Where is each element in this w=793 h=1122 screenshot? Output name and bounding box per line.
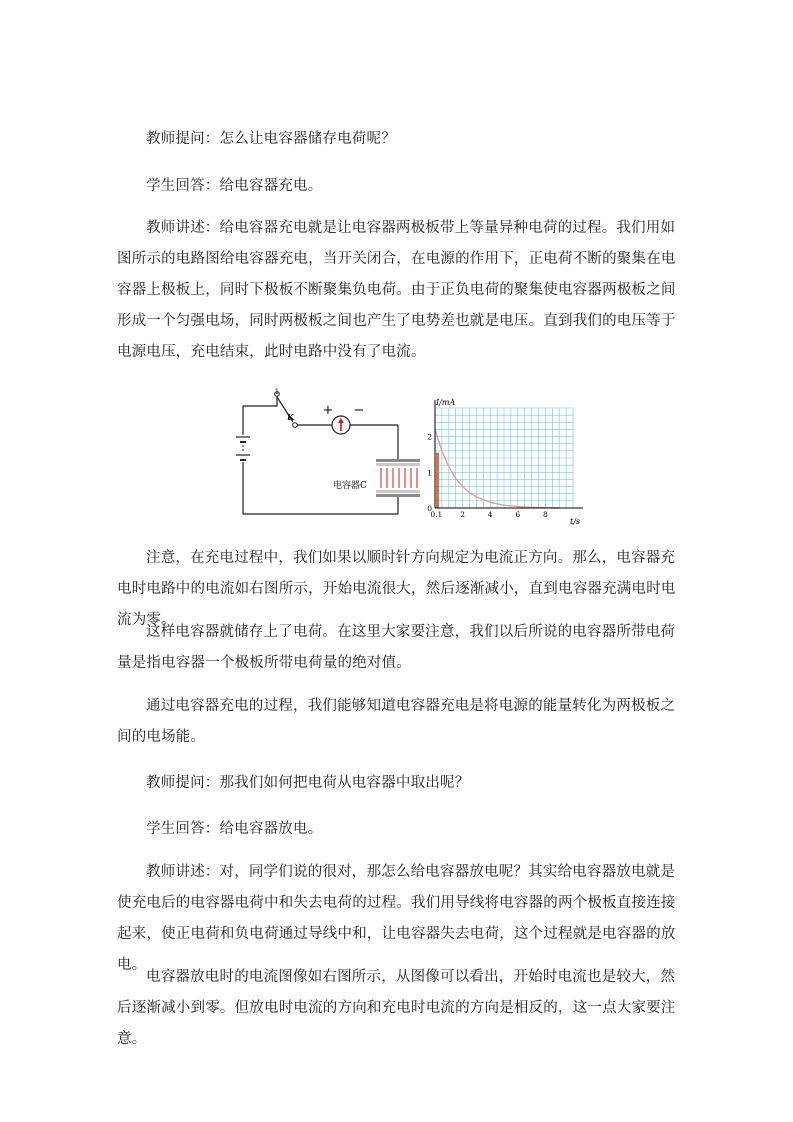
switch-contact-label: 1 — [274, 388, 280, 396]
paragraph-teacher-question-2: 教师提问：那我们如何把电荷从电容器中取出呢？ — [146, 775, 470, 791]
x-tick-label: 8 — [543, 510, 548, 519]
paragraph-teacher-question-1: 教师提问：怎么让电容器储存电荷呢？ — [146, 131, 396, 147]
capacitor-icon — [376, 459, 420, 497]
plus-sign: + — [322, 403, 334, 418]
y-axis-label: I/mA — [436, 398, 456, 407]
x-tick-label: 2 — [460, 510, 465, 519]
paragraph-student-answer-1: 学生回答：给电容器充电。 — [146, 178, 323, 194]
minus-sign: − — [353, 403, 365, 418]
initial-current-bar — [436, 453, 439, 508]
paragraph-stored-charge: 这样电容器就储存上了电荷。在这里大家要注意，我们以后所说的电容器所带电荷量是指电容器一个极板所带电荷量的绝对值。 — [117, 624, 676, 671]
current-time-graph — [423, 396, 593, 526]
paragraph-teacher-explanation-1: 教师讲述：给电容器充电就是让电容器两极板带上等量异种电荷的过程。我们用如图所示的电路图给电容器充电，当开关闭合，在电源的作用下，正电荷不断的聚集在电容器上极板上，同时下极板不断聚集负电荷。由于正负电荷的聚集使电容器两极板之间形成一个匀强电场，同时两极板之间也产生了电势差也就是电压。直到我们的电压等于电源电压，充电结束，此时电路中没有了电流。 — [117, 220, 676, 360]
paragraph-student-answer-2: 学生回答：给电容器放电。 — [146, 821, 323, 837]
y-tick-label: 0 — [427, 504, 432, 513]
charging-figure — [235, 388, 595, 528]
paragraph-note-current-direction: 注意，在充电过程中，我们如果以顺时针方向规定为电流正方向。那么，电容器充电时电路中的电流如右图所示，开始电流很大，然后逐渐减小，直到电容器充满电时电流为零。 — [117, 550, 676, 628]
paragraph-teacher-explanation-2: 教师讲述：对，同学们说的很对，那怎么给电容器放电呢？其实给电容器放电就是使充电后的电容器电荷中和失去电荷的过程。我们用导线将电容器的两个极板直接连接起来，使正电荷和负电荷通过导线中和，让电容器失去电荷，这个过程就是电容器的放电。 — [117, 864, 676, 973]
paragraph-energy-conversion: 通过电容器充电的过程，我们能够知道电容器充电是将电源的能量转化为两极板之间的电场能。 — [117, 698, 676, 745]
chart-grid — [435, 408, 573, 508]
paragraph-discharge-current: 电容器放电时的电流图像如右图所示，从图像可以看出，开始时电流也是较大，然后逐渐减小到零。但放电时电流的方向和充电时电流的方向是相反的，这一点大家要注意。 — [117, 969, 676, 1047]
x-tick-label: 4 — [487, 510, 493, 519]
circuit-diagram — [235, 388, 420, 523]
capacitor-label: 电容器C — [333, 481, 367, 491]
x-tick-label: 0.1 — [430, 510, 443, 519]
x-tick-label: 6 — [515, 510, 521, 519]
switch-label: K — [287, 412, 294, 422]
y-tick-label: 1 — [427, 468, 432, 478]
y-tick-label: 2 — [427, 432, 432, 442]
x-axis-label: t/s — [570, 517, 581, 526]
